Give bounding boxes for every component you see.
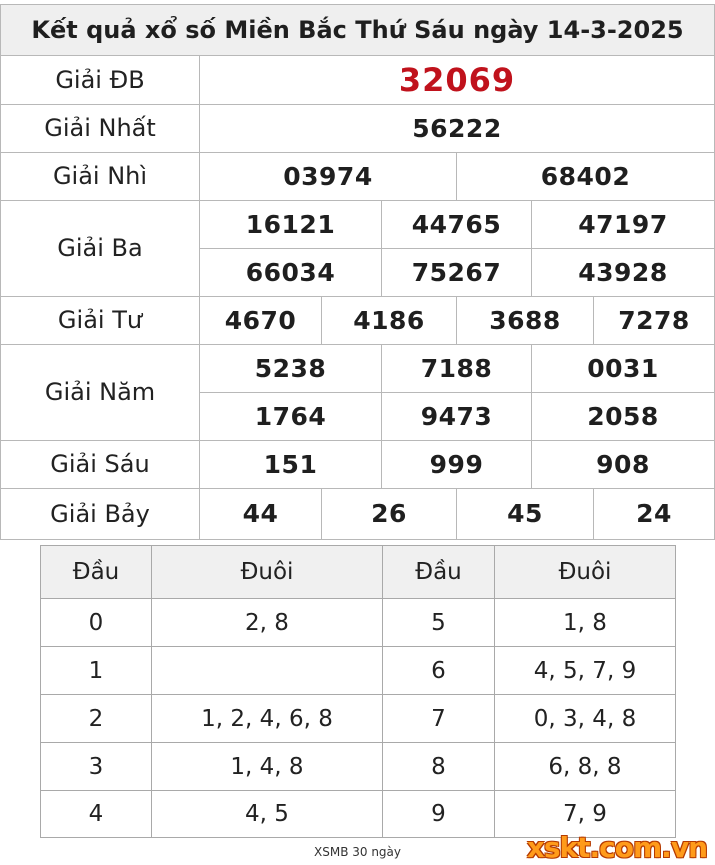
prize-number: 3688	[489, 305, 561, 335]
loto-tail-digits: 1, 8	[563, 609, 607, 636]
loto-tail-digits: 4, 5	[245, 801, 289, 827]
prize-number: 151	[263, 449, 318, 479]
loto-head-digit: 1	[88, 657, 104, 684]
prize-number: 16121	[245, 209, 336, 239]
prize-number: 75267	[411, 257, 502, 287]
prize-label-db: Giải ĐB	[55, 66, 145, 94]
loto-tail-digits: 0, 3, 4, 8	[533, 705, 637, 732]
loto-header: Đầu	[72, 559, 120, 585]
prize-label-nhat: Giải Nhất	[44, 114, 156, 142]
loto-head-digit: 0	[88, 609, 104, 636]
loto-head-digit: 3	[88, 753, 104, 780]
prize-number: 56222	[412, 113, 502, 143]
prize-number: 68402	[540, 161, 631, 191]
prize-number: 43928	[578, 257, 668, 287]
loto-head-digit: 8	[431, 753, 446, 780]
loto-head-digit: 7	[431, 705, 446, 732]
prize-number: 4670	[224, 305, 297, 335]
loto-tail-digits: 2, 8	[245, 609, 289, 636]
prize-number: 4186	[353, 305, 425, 335]
prize-label-bay: Giải Bảy	[50, 499, 150, 528]
prize-number: 44	[242, 499, 279, 528]
prize-number: 2058	[587, 401, 659, 431]
loto-head-digit: 2	[88, 705, 104, 732]
prize-number: 999	[429, 449, 484, 479]
loto-header: Đuôi	[558, 559, 612, 585]
prize-number: 47197	[578, 209, 668, 239]
loto-tail-digits	[152, 647, 382, 694]
xsmb-30-days-link[interactable]: XSMB 30 ngày	[314, 845, 401, 859]
prize-label-ba: Giải Ba	[57, 234, 143, 262]
loto-tail-digits: 7, 9	[563, 801, 607, 827]
prize-number: 5238	[254, 353, 327, 383]
prize-label-sau: Giải Sáu	[50, 450, 150, 478]
loto-head-digit: 4	[88, 801, 104, 827]
prize-number: 1764	[254, 401, 327, 431]
prize-label-nhi: Giải Nhì	[52, 162, 148, 190]
prize-number: 66034	[245, 257, 336, 287]
brand-logo: xskt.com.vn	[526, 830, 707, 864]
prize-label-nam: Giải Năm	[44, 378, 156, 406]
prize-number: 45	[507, 499, 543, 528]
prize-number: 26	[371, 499, 407, 528]
prize-label-tu: Giải Tư	[57, 306, 143, 334]
prize-number: 03974	[283, 161, 373, 191]
prize-number: 44765	[411, 209, 502, 239]
loto-head-digit: 5	[431, 609, 446, 636]
loto-table	[40, 545, 676, 838]
prize-number: 7278	[618, 305, 690, 335]
prize-number: 9473	[420, 401, 493, 431]
loto-tail-digits: 6, 8, 8	[548, 753, 622, 780]
loto-tail-digits: 1, 4, 8	[230, 753, 304, 780]
special-prize-number: 32069	[398, 61, 516, 99]
prize-number: 908	[596, 449, 650, 479]
loto-head-digit: 9	[431, 801, 446, 827]
loto-header: Đầu	[415, 559, 462, 585]
loto-head-digit: 6	[431, 657, 446, 684]
prize-number: 0031	[587, 353, 659, 383]
loto-tail-digits: 1, 2, 4, 6, 8	[201, 705, 333, 732]
loto-tail-digits: 4, 5, 7, 9	[533, 657, 637, 684]
results-table	[0, 56, 715, 540]
prize-number: 24	[636, 499, 672, 528]
page-title: Kết quả xổ số Miền Bắc Thứ Sáu ngày 14-3-2025	[0, 4, 715, 56]
loto-header: Đuôi	[240, 559, 294, 585]
prize-number: 7188	[420, 353, 493, 383]
